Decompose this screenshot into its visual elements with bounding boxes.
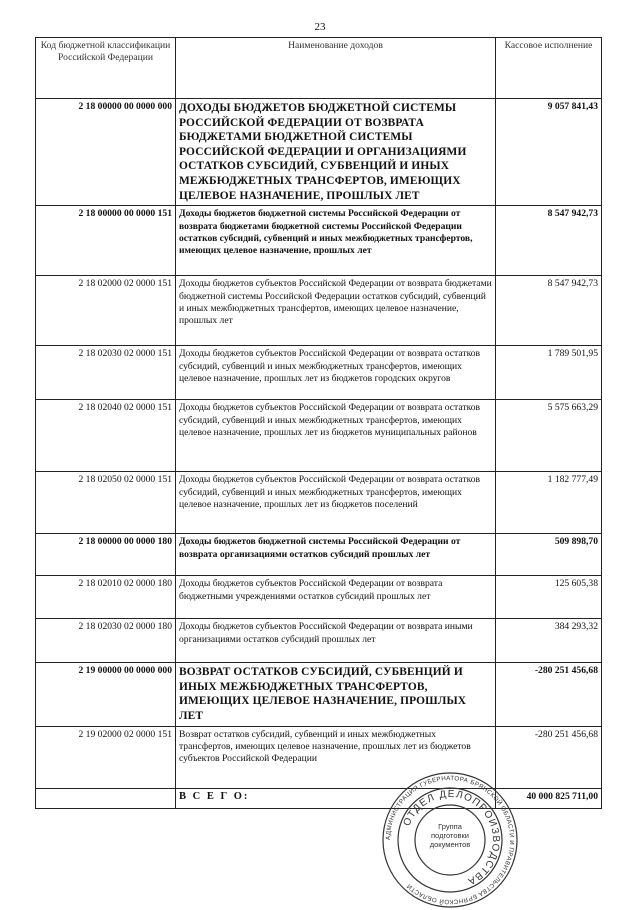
row-name: Доходы бюджетов субъектов Российской Федерации от возврата иными организациями остатков субсидий прошлых лет [176, 619, 496, 663]
table-row [36, 619, 602, 663]
header-amount: Кассовое исполнение [496, 38, 602, 99]
header-code: Код бюджетной классификации Российской Федерации [36, 38, 176, 99]
header-name: Наименование доходов [176, 38, 496, 99]
row-code: 2 18 02010 02 0000 180 [36, 576, 176, 619]
row-amount: 8 547 942,73 [496, 276, 602, 346]
row-code: 2 19 02000 02 0000 151 [36, 726, 176, 788]
table-row [36, 346, 602, 400]
row-amount: 1 182 777,49 [496, 472, 602, 534]
row-name: Возврат остатков субсидий, субвенций и иных межбюджетных трансфертов, имеющих целевое назначение, прошлых лет из бюджетов субъектов Российской Федерации [176, 726, 496, 788]
stamp-center-text: Группа подготовки документов [429, 822, 471, 849]
row-name: Доходы бюджетов субъектов Российской Федерации от возврата остатков субсидий, субвенций и иных межбюджетных трансфертов, имеющих целевое назначение, прошлых лет из бюджетов поселений [176, 472, 496, 534]
total-label: В С Е Г О: [176, 788, 496, 808]
row-code: 2 18 02050 02 0000 151 [36, 472, 176, 534]
row-code: 2 18 02000 02 0000 151 [36, 276, 176, 346]
table-row [36, 576, 602, 619]
row-amount: -280 251 456,68 [496, 726, 602, 788]
row-amount: 8 547 942,73 [496, 206, 602, 276]
row-name: ВОЗВРАТ ОСТАТКОВ СУБСИДИЙ, СУБВЕНЦИЙ И ИНЫХ МЕЖБЮДЖЕТНЫХ ТРАНСФЕРТОВ, ИМЕЮЩИХ ЦЕЛЕВОЕ НАЗНАЧЕНИЕ, ПРОШЛЫХ ЛЕТ [176, 663, 496, 726]
table-row [36, 99, 602, 206]
row-amount: 509 898,70 [496, 534, 602, 576]
table-row [36, 472, 602, 534]
row-amount: -280 251 456,68 [496, 663, 602, 726]
row-amount: 5 575 663,29 [496, 400, 602, 472]
row-code: 2 18 00000 00 0000 151 [36, 206, 176, 276]
row-code: 2 18 02030 02 0000 180 [36, 619, 176, 663]
row-amount: 384 293,32 [496, 619, 602, 663]
total-amount: 40 000 825 711,00 [496, 788, 602, 808]
stamp-outer-text: АДМИНИСТРАЦИЯ ГУБЕРНАТОРА БРЯНСКОЙ ОБЛАСТИ И ПРАВИТЕЛЬСТВА БРЯНСКОЙ ОБЛАСТИ [384, 774, 516, 906]
row-code [36, 788, 176, 808]
table-row [36, 400, 602, 472]
row-name: Доходы бюджетов бюджетной системы Российской Федерации от возврата бюджетами бюджетной системы Российской Федерации остатков субсидий, субвенций и иных межбюджетных трансфертов, имеющих целевое назначение, прошлых лет [176, 206, 496, 276]
row-amount: 9 057 841,43 [496, 99, 602, 206]
row-code: 2 18 02030 02 0000 151 [36, 346, 176, 400]
official-stamp [380, 770, 520, 910]
stamp-ring-text: ОТДЕЛ ДЕЛОПРОИЗВОДСТВА [401, 788, 502, 887]
row-code: 2 18 02040 02 0000 151 [36, 400, 176, 472]
table-row [36, 206, 602, 276]
row-code: 2 19 00000 00 0000 000 [36, 663, 176, 726]
row-name: Доходы бюджетов субъектов Российской Федерации от возврата остатков субсидий, субвенций и иных межбюджетных трансфертов, имеющих целевое назначение, прошлых лет из бюджетов муниципальных районов [176, 400, 496, 472]
page-number: 23 [314, 21, 326, 33]
table-row [36, 534, 602, 576]
row-name: ДОХОДЫ БЮДЖЕТОВ БЮДЖЕТНОЙ СИСТЕМЫ РОССИЙСКОЙ ФЕДЕРАЦИИ ОТ ВОЗВРАТА БЮДЖЕТАМИ БЮДЖЕТНОЙ СИСТЕМЫ РОССИЙСКОЙ ФЕДЕРАЦИИ И ОРГАНИЗАЦИЯМИ ОСТАТКОВ СУБСИДИЙ, СУБВЕНЦИЙ И ИНЫХ МЕЖБЮДЖЕТНЫХ ТРАНСФЕРТОВ, ИМЕЮЩИХ ЦЕЛЕВОЕ НАЗНАЧЕНИЕ, ПРОШЛЫХ ЛЕТ [176, 99, 496, 206]
row-name: Доходы бюджетов субъектов Российской Федерации от возврата бюджетными учреждениями остатков субсидий прошлых лет [176, 576, 496, 619]
row-amount: 1 789 501,95 [496, 346, 602, 400]
table-row [36, 663, 602, 726]
row-amount: 125 605,38 [496, 576, 602, 619]
row-code: 2 18 00000 00 0000 000 [36, 99, 176, 206]
row-name: Доходы бюджетов субъектов Российской Федерации от возврата бюджетами бюджетной системы Российской Федерации остатков субсидий, субвенций и иных межбюджетных трансфертов, имеющих целевое назначение, прошлых лет [176, 276, 496, 346]
row-name: Доходы бюджетов субъектов Российской Федерации от возврата остатков субсидий, субвенций и иных межбюджетных трансфертов, имеющих целевое назначение, прошлых лет из бюджетов городских округов [176, 346, 496, 400]
row-name: Доходы бюджетов бюджетной системы Российской Федерации от возврата организациями остатков субсидий прошлых лет [176, 534, 496, 576]
row-code: 2 18 00000 00 0000 180 [36, 534, 176, 576]
table-header-row [36, 38, 602, 99]
revenue-table [35, 37, 602, 809]
table-row [36, 276, 602, 346]
